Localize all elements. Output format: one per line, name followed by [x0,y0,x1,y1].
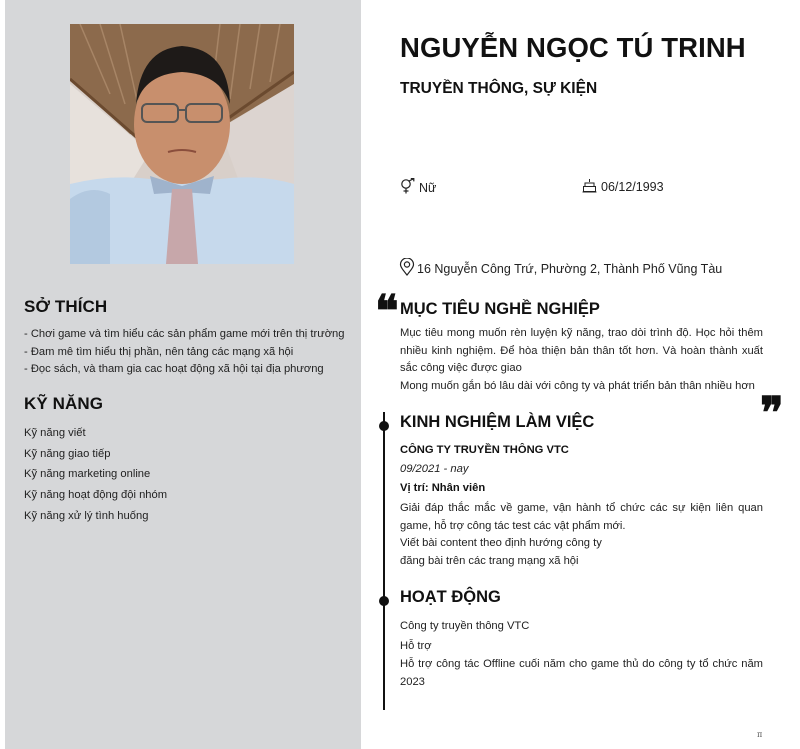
skills-title: KỸ NĂNG [24,394,104,413]
profile-photo-image [70,24,294,264]
gender-info [399,178,436,197]
experience-company: CÔNG TY TRUYỀN THÔNG VTC [400,444,569,456]
skill-item: Kỹ năng giao tiếp [24,447,111,460]
gender-value: Nữ [419,180,437,195]
open-quote-icon: ❝ [375,286,399,337]
hobby-item: - Đọc sách, và tham gia cac hoạt động xã hội tại địa phương [24,363,324,375]
close-quote-icon: ❞ [760,388,784,439]
skill-item: Kỹ năng xử lý tình huống [24,509,149,522]
hobbies-list [24,326,354,379]
timeline-dot-activities [379,596,389,606]
candidate-name: NGUYỄN NGỌC TÚ TRINH [400,32,746,63]
hobby-item: - Chơi game và tìm hiểu các sản phẩm game mới trên thị trường [24,328,345,340]
experience-description [400,500,763,570]
activity-line: Hỗ trợ công tác Offline cuối năm cho game thủ do công ty tổ chức năm 2023 [400,658,763,688]
skill-item: Kỹ năng viết [24,427,86,439]
skill-item: Kỹ năng marketing online [24,468,151,481]
hobbies-section [24,297,354,379]
objective-line: Mong muốn gắn bó lâu dài với công ty và phát triển bản thân nhiều hơn [400,379,755,392]
experience-period: 09/2021 - nay [400,463,469,475]
timeline-dot-experience [379,421,389,431]
experience-line: Viết bài content theo định hướng công ty [400,537,602,549]
address-value: 16 Nguyễn Công Trứ, Phường 2, Thành Phố Vũng Tàu [417,261,723,276]
objective-text [400,325,763,395]
experience-position: Vị trí: Nhân viên [400,482,486,494]
activity-line: Công ty truyền thông VTC [400,620,530,632]
objective-title: MỤC TIÊU NGHỀ NGHIỆP [400,300,600,318]
activity-line: Hỗ trợ [400,639,432,652]
job-title: TRUYỀN THÔNG, SỰ KIỆN [400,80,598,97]
birthday-value: 06/12/1993 [601,180,664,194]
hobbies-title: SỞ THÍCH [24,297,108,316]
hobby-item: - Đam mê tìm hiểu thị phần, nên tảng các mạng xã hội [24,345,294,358]
birthday-info [582,178,664,196]
timeline-line [383,412,385,710]
experience-line: Giải đáp thắc mắc về game, vận hành tổ chức các sự kiện liên quan game, hỗ trợ công tác test các vật phẩm mới. [400,502,763,532]
gender-icon [399,178,419,197]
experience-line: đăng bài trên các trang mạng xã hội [400,554,579,567]
location-pin-icon [399,258,417,279]
skills-section [24,394,354,527]
address-info [399,258,722,279]
skill-item: Kỹ năng hoạt động đội nhóm [24,489,168,502]
experience-title: KINH NGHIỆM LÀM VIỆC [400,413,595,431]
activities-title: HOẠT ĐỘNG [400,588,501,606]
footer-mark: π [757,730,763,739]
cake-icon [582,178,599,196]
skills-list [24,423,354,527]
objective-line: Mục tiêu mong muốn rèn luyện kỹ năng, trao dòi trình độ. Học hỏi thêm nhiều kinh nghiệm. Để hòa thiện bản thân tốt hơn. Và hoàn thành xuất sắc công việc được giao [400,327,763,374]
profile-photo [70,24,294,264]
activities-description [400,617,763,691]
